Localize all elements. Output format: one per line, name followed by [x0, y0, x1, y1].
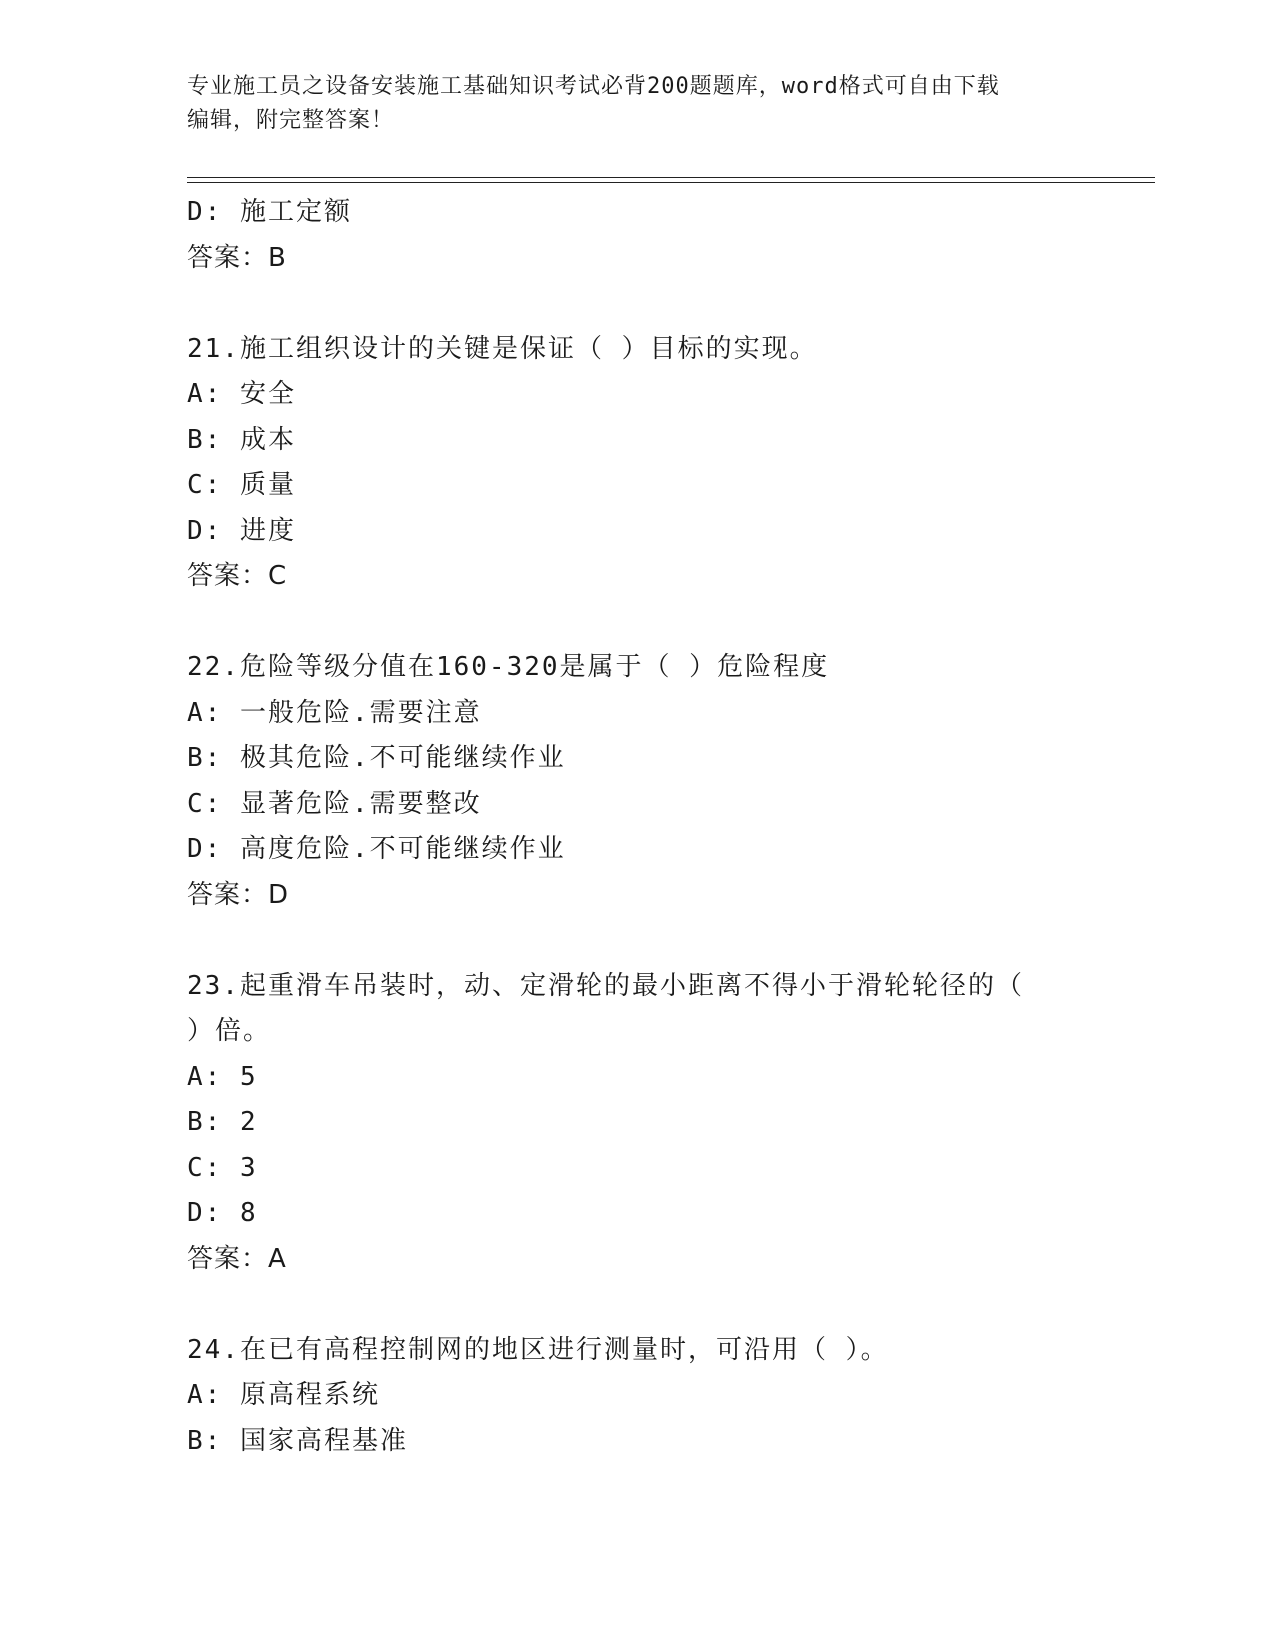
header-divider-bottom [187, 182, 1155, 183]
option-a: A: 安全 [187, 379, 296, 409]
question-text-line-1: 23.起重滑车吊装时，动、定滑轮的最小距离不得小于滑轮轮径的（ [187, 970, 1024, 1001]
option-d: D: 8 [187, 1198, 258, 1228]
prev-answer: 答案：B [187, 242, 287, 273]
answer: 答案：D [187, 879, 290, 910]
option-c: C: 质量 [187, 470, 296, 500]
option-b: B: 国家高程基准 [187, 1425, 408, 1456]
question-21 [187, 327, 1147, 600]
question-24 [187, 1328, 1147, 1465]
spacer [187, 281, 1147, 327]
answer: 答案：C [187, 561, 288, 591]
option-b: B: 2 [187, 1107, 258, 1137]
option-b: B: 成本 [187, 424, 296, 455]
answer: 答案：A [187, 1243, 287, 1274]
question-text-line-2: ）倍。 [187, 1016, 272, 1046]
option-b: B: 极其危险.不可能继续作业 [187, 743, 566, 773]
header-title-line-1: 专业施工员之设备安装施工基础知识考试必背200题题库，word格式可自由下载 [187, 74, 1000, 99]
spacer [187, 918, 1147, 964]
header-divider-top [187, 177, 1155, 178]
question-list [187, 190, 1147, 1464]
question-22 [187, 645, 1147, 918]
spacer [187, 1282, 1147, 1328]
question-23 [187, 964, 1147, 1283]
question-text: 22.危险等级分值在160-320是属于（ ）危险程度 [187, 652, 830, 682]
option-a: A: 5 [187, 1061, 258, 1092]
header-title-line-2: 编辑，附完整答案！ [187, 108, 395, 133]
option-d: D: 进度 [187, 515, 296, 546]
spacer [187, 600, 1147, 646]
option-c: C: 3 [187, 1152, 258, 1183]
question-text: 21.施工组织设计的关键是保证（ ）目标的实现。 [187, 333, 818, 364]
question-text: 24.在已有高程控制网的地区进行测量时，可沿用（ ）。 [187, 1334, 889, 1365]
prev-option-d: D: 施工定额 [187, 197, 352, 227]
option-d: D: 高度危险.不可能继续作业 [187, 834, 566, 864]
option-c: C: 显著危险.需要整改 [187, 788, 482, 819]
option-a: A: 一般危险.需要注意 [187, 697, 482, 728]
option-a: A: 原高程系统 [187, 1380, 380, 1410]
document-header [187, 70, 1087, 138]
